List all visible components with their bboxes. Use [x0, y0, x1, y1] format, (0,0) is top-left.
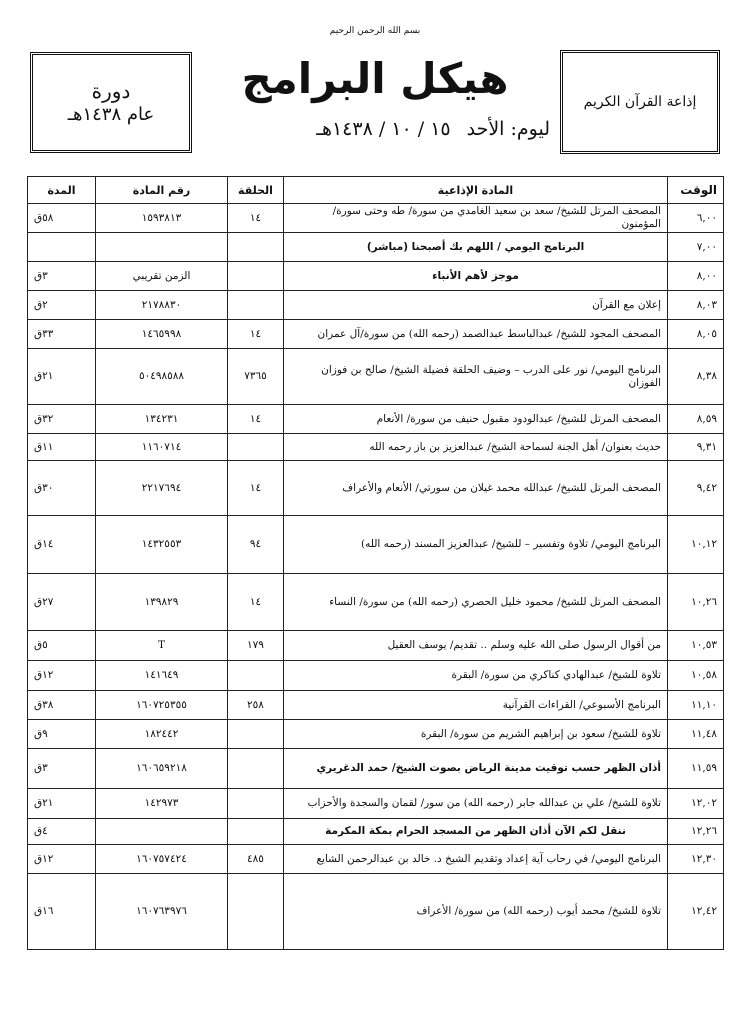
duration-cell: ١٤ق [28, 516, 96, 574]
time-cell: ١٢,٣٠ [668, 845, 724, 874]
time-cell: ٨,٠٥ [668, 320, 724, 349]
title-cell: البرنامج اليومي / اللهم بك أصبحنا (مباشر) [284, 233, 668, 262]
episode-cell [228, 749, 284, 789]
duration-cell: ٤ق [28, 819, 96, 845]
table-row [28, 789, 724, 819]
cycle-box [30, 52, 192, 153]
time-cell: ٧,٠٠ [668, 233, 724, 262]
material-no-cell: ١٥٩٣٨١٣ [96, 204, 228, 233]
material-no-cell: ٢٢١٧٦٩٤ [96, 461, 228, 516]
station-box [560, 50, 720, 154]
title-cell: البرنامج الأسبوعي/ القراءات القرآنية [284, 691, 668, 720]
duration-cell: ١٢ق [28, 661, 96, 691]
title-cell: حديث بعنوان/ أهل الجنة لسماحة الشيخ/ عبدالعزيز بن باز رحمه الله [284, 434, 668, 461]
material-no-cell: T [96, 631, 228, 661]
episode-cell [228, 819, 284, 845]
table-row [28, 204, 724, 233]
table-row [28, 461, 724, 516]
episode-cell [228, 661, 284, 691]
episode-cell [228, 789, 284, 819]
day-label: ليوم: الأحد [466, 118, 550, 140]
time-cell: ٩,٤٢ [668, 461, 724, 516]
page-title: هيكل البرامج [241, 54, 509, 103]
title-cell: ننقل لكم الآن أذان الظهر من المسجد الحرام بمكة المكرمة [284, 819, 668, 845]
duration-cell: ٣٨ق [28, 691, 96, 720]
title-cell: إعلان مع القرآن [284, 291, 668, 320]
time-cell: ١٠,٢٦ [668, 574, 724, 631]
episode-cell [228, 291, 284, 320]
material-no-cell: ١١٦٠٧١٤ [96, 434, 228, 461]
col-header-material-no: رقم المادة [96, 177, 228, 204]
episode-cell [228, 874, 284, 950]
material-no-cell: ١٦٠٧٥٧٤٢٤ [96, 845, 228, 874]
duration-cell: ٣٣ق [28, 320, 96, 349]
title-cell: تلاوة للشيخ/ علي بن عبدالله جابر (رحمه الله) من سور/ لقمان والسجدة والأحزاب [284, 789, 668, 819]
table-row [28, 516, 724, 574]
material-no-cell [96, 819, 228, 845]
episode-cell: ١٤ [228, 461, 284, 516]
time-cell: ٨,٠٣ [668, 291, 724, 320]
basmala: بسم الله الرحمن الرحيم [329, 26, 421, 36]
material-no-cell: ١٣٩٨٢٩ [96, 574, 228, 631]
duration-cell: ١١ق [28, 434, 96, 461]
material-no-cell: ٥٠٤٩٨٥٨٨ [96, 349, 228, 405]
table-row [28, 405, 724, 434]
time-cell: ٨,٠٠ [668, 262, 724, 291]
episode-cell [228, 262, 284, 291]
time-cell: ١١,٥٩ [668, 749, 724, 789]
time-cell: ١١,٤٨ [668, 720, 724, 749]
title-cell: تلاوة للشيخ/ محمد أيوب (رحمه الله) من سورة/ الأعراف [284, 874, 668, 950]
duration-cell [28, 233, 96, 262]
duration-cell: ٣٠ق [28, 461, 96, 516]
time-cell: ١٠,٥٨ [668, 661, 724, 691]
duration-cell: ٢٧ق [28, 574, 96, 631]
table-row [28, 320, 724, 349]
title-cell: المصحف المرتل للشيخ/ عبدالودود مقبول حنيف من سورة/ الأنعام [284, 405, 668, 434]
episode-cell: ٤٨٥ [228, 845, 284, 874]
time-cell: ٨,٥٩ [668, 405, 724, 434]
episode-cell: ٧٣٦٥ [228, 349, 284, 405]
material-no-cell: ١٤٢٩٧٣ [96, 789, 228, 819]
col-header-time: الوقت [668, 177, 724, 204]
title-cell: البرنامج اليومي/ في رحاب آية إعداد وتقديم الشيخ د. خالد بن عبدالرحمن الشايع [284, 845, 668, 874]
episode-cell [228, 720, 284, 749]
duration-cell: ٣ق [28, 262, 96, 291]
title-cell: المصحف المجود للشيخ/ عبدالباسط عبدالصمد (رحمه الله) من سورة/آل عمران [284, 320, 668, 349]
title-cell: من أقوال الرسول صلى الله عليه وسلم .. تقديم/ يوسف العقيل [284, 631, 668, 661]
title-cell: المصحف المرتل للشيخ/ محمود خليل الحصري (رحمه الله) من سورة/ النساء [284, 574, 668, 631]
time-cell: ٨,٣٨ [668, 349, 724, 405]
title-cell: أذان الظهر حسب توقيت مدينة الرياض بصوت الشيخ/ حمد الدغريري [284, 749, 668, 789]
episode-cell: ١٤ [228, 320, 284, 349]
duration-cell: ٩ق [28, 720, 96, 749]
table-row [28, 874, 724, 950]
title-cell: تلاوة للشيخ/ عبدالهادي كناكري من سورة/ البقرة [284, 661, 668, 691]
table-row [28, 845, 724, 874]
episode-cell: ١٧٩ [228, 631, 284, 661]
time-cell: ١٠,٥٣ [668, 631, 724, 661]
material-no-cell: ١٨٢٤٤٢ [96, 720, 228, 749]
col-header-duration: المدة [28, 177, 96, 204]
duration-cell: ٣ق [28, 749, 96, 789]
table-row [28, 631, 724, 661]
cycle-year: عام ١٤٣٨هـ [67, 103, 155, 125]
duration-cell: ٥٨ق [28, 204, 96, 233]
episode-cell: ١٤ [228, 204, 284, 233]
table-row [28, 819, 724, 845]
table-row [28, 749, 724, 789]
schedule-date: ١٥ / ١٠ / ١٤٣٨هـ [316, 118, 451, 140]
material-no-cell: ١٤٦٥٩٩٨ [96, 320, 228, 349]
material-no-cell: ١٤١٦٤٩ [96, 661, 228, 691]
episode-cell [228, 434, 284, 461]
table-row [28, 291, 724, 320]
episode-cell: ٩٤ [228, 516, 284, 574]
material-no-cell: ١٣٤٢٣١ [96, 405, 228, 434]
table-header-row [28, 177, 724, 204]
episode-cell: ١٤ [228, 405, 284, 434]
duration-cell: ٢١ق [28, 789, 96, 819]
table-row [28, 262, 724, 291]
material-no-cell: ١٤٣٢٥٥٣ [96, 516, 228, 574]
table-row [28, 233, 724, 262]
material-no-cell: ٢١٧٨٨٣٠ [96, 291, 228, 320]
title-cell: المصحف المرتل للشيخ/ عبدالله محمد غيلان من سورتي/ الأنعام والأعراف [284, 461, 668, 516]
duration-cell: ٢ق [28, 291, 96, 320]
time-cell: ١٢,٢٦ [668, 819, 724, 845]
episode-cell [228, 233, 284, 262]
episode-cell: ٢٥٨ [228, 691, 284, 720]
time-cell: ٦,٠٠ [668, 204, 724, 233]
time-cell: ٩,٣١ [668, 434, 724, 461]
episode-cell: ١٤ [228, 574, 284, 631]
table-row [28, 691, 724, 720]
material-no-cell: ١٦٠٦٥٩٢١٨ [96, 749, 228, 789]
col-header-episode: الحلقة [228, 177, 284, 204]
material-no-cell: ١٦٠٧٦٣٩٧٦ [96, 874, 228, 950]
table-row [28, 574, 724, 631]
duration-cell: ١٦ق [28, 874, 96, 950]
date-line [230, 118, 550, 140]
cycle-label: دورة [91, 78, 131, 103]
title-cell: المصحف المرتل للشيخ/ سعد بن سعيد الغامدي من سورة/ طه وحتى سورة/ المؤمنون [284, 204, 668, 233]
table-row [28, 349, 724, 405]
title-cell: تلاوة للشيخ/ سعود بن إبراهيم الشريم من سورة/ البقرة [284, 720, 668, 749]
table-row [28, 434, 724, 461]
duration-cell: ٥ق [28, 631, 96, 661]
time-cell: ١٢,٤٢ [668, 874, 724, 950]
time-cell: ١٢,٠٢ [668, 789, 724, 819]
time-cell: ١١,١٠ [668, 691, 724, 720]
material-no-cell: الزمن تقريبي [96, 262, 228, 291]
duration-cell: ٣٢ق [28, 405, 96, 434]
time-cell: ١٠,١٢ [668, 516, 724, 574]
title-cell: البرنامج اليومي/ نور على الدرب – وضيف الحلقة فضيلة الشيخ/ صالح بن فوزان الفوزان [284, 349, 668, 405]
schedule-table [27, 176, 724, 950]
table-row [28, 720, 724, 749]
material-no-cell [96, 233, 228, 262]
station-name: إذاعة القرآن الكريم [583, 94, 697, 110]
col-header-title: المادة الإذاعية [284, 177, 668, 204]
table-row [28, 661, 724, 691]
material-no-cell: ١٦٠٧٢٥٣٥٥ [96, 691, 228, 720]
title-cell: البرنامج اليومي/ تلاوة وتفسير – للشيخ/ عبدالعزيز المسند (رحمه الله) [284, 516, 668, 574]
duration-cell: ٢١ق [28, 349, 96, 405]
title-cell: موجز لأهم الأنباء [284, 262, 668, 291]
duration-cell: ١٢ق [28, 845, 96, 874]
